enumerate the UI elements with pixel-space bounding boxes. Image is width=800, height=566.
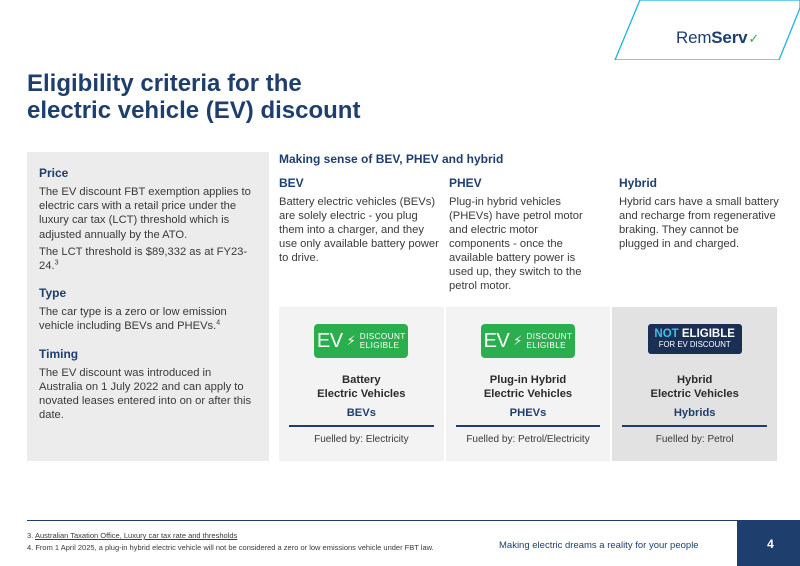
column-title: Hybrid xyxy=(619,176,658,190)
badge-not-word: NOT xyxy=(654,328,679,340)
not-eligible-badge xyxy=(648,324,742,354)
lightning-bolt-icon: ⚡ xyxy=(346,333,356,348)
card-fuel-type: Fuelled by: Petrol xyxy=(655,434,734,445)
card-name-line2: Electric Vehicles xyxy=(650,387,739,400)
column-text: Plug-in hybrid vehicles (PHEVs) have petrol motor and electric motor components - once the available battery power is used up, they switch to the petrol motor. xyxy=(449,196,583,292)
badge-line2: ELIGIBLE xyxy=(359,341,400,350)
badge-ev-text: EV xyxy=(316,329,343,352)
card-divider xyxy=(289,425,434,427)
column-bev xyxy=(279,176,439,265)
column-text: Battery electric vehicles (BEVs) are solely electric - you plug them into a charger, and they use only available battery power to drive. xyxy=(279,196,439,264)
page-number: 4 xyxy=(737,521,800,566)
badge-line2: ELIGIBLE xyxy=(526,341,567,350)
lightning-bolt-icon: ⚡ xyxy=(513,333,523,348)
type-text: The car type is a zero or low emission vehicle including BEVs and PHEVs. xyxy=(39,306,227,333)
vehicle-cards xyxy=(279,307,777,461)
card-divider xyxy=(456,425,601,427)
card-name-line1: Battery xyxy=(342,374,381,386)
badge-line1: DISCOUNT xyxy=(526,331,573,341)
badge-eligible-word: ELIGIBLE xyxy=(681,328,735,340)
card-short-name: PHEVs xyxy=(509,407,547,419)
card-phev xyxy=(446,307,611,461)
footnote-ref-3: 3 xyxy=(54,259,59,267)
footnote-3-number: 3. xyxy=(27,531,34,540)
price-text-1: The EV discount FBT exemption applies to electric cars with a retail price under the luxury car tax (LCT) threshold which is adjusted annually by the ATO. xyxy=(39,186,251,241)
type-heading: Type xyxy=(39,286,67,301)
price-text-2: The LCT threshold is $89,332 as at FY23-24. xyxy=(39,245,248,273)
card-name xyxy=(612,374,777,401)
column-title: PHEV xyxy=(449,176,482,190)
card-short-name: Hybrids xyxy=(673,407,716,419)
ev-discount-eligible-badge xyxy=(481,324,575,358)
badge-ev-text: EV xyxy=(483,329,510,352)
footnote-4: 4. From 1 April 2025, a plug-in hybrid electric vehicle will not be considered a zero or low emissions vehicle under FBT law. xyxy=(27,543,434,552)
column-text: Hybrid cars have a small battery and recharge from regenerative braking. They cannot be plugged in and charged. xyxy=(619,196,779,250)
criteria-panel xyxy=(27,152,269,461)
card-name-line1: Plug-in Hybrid xyxy=(489,374,567,386)
logo-light-text: Rem xyxy=(676,28,712,47)
badge-line1: DISCOUNT xyxy=(359,331,406,341)
logo-tick-icon: ✓ xyxy=(748,31,760,46)
type-text-wrapper xyxy=(39,305,257,333)
footnote-ref-4: 4 xyxy=(216,319,221,327)
timing-heading: Timing xyxy=(39,346,79,361)
tagline: Making electric dreams a reality for your people xyxy=(499,540,699,551)
page-title xyxy=(27,70,447,124)
card-fuel-type: Fuelled by: Electricity xyxy=(314,434,409,445)
card-divider xyxy=(622,425,767,427)
card-name xyxy=(279,374,444,401)
card-name-line2: Electric Vehicles xyxy=(317,387,406,400)
column-title: BEV xyxy=(279,176,304,190)
card-bev xyxy=(279,307,444,461)
card-name xyxy=(446,374,611,401)
card-name-line2: Electric Vehicles xyxy=(483,387,573,400)
badge-not-line2: FOR EV DISCOUNT xyxy=(658,340,731,349)
page-title-line2: electric vehicle (EV) discount xyxy=(27,97,361,124)
column-phev xyxy=(449,176,599,293)
card-fuel-type: Fuelled by: Petrol/Electricity xyxy=(466,434,590,445)
footnote-3 xyxy=(27,531,237,540)
logo-bold-text: Serv xyxy=(711,28,748,47)
card-name-line1: Hybrid xyxy=(676,374,713,386)
card-hybrid xyxy=(612,307,777,461)
footer-divider xyxy=(27,520,800,521)
card-short-name: BEVs xyxy=(346,407,376,419)
page-title-line1: Eligibility criteria for the xyxy=(27,70,302,97)
price-text-2-wrapper xyxy=(39,245,257,273)
ev-discount-eligible-badge xyxy=(314,324,408,358)
remserv-logo xyxy=(676,28,759,48)
timing-text: The EV discount was introduced in Australia on 1 July 2022 and can apply to novated leases entered into on or after this date. xyxy=(39,366,252,422)
price-heading: Price xyxy=(39,166,69,180)
column-hybrid xyxy=(619,176,779,251)
footnote-3-link[interactable]: Australian Taxation Office, Luxury car tax rate and thresholds xyxy=(34,531,238,540)
section-title: Making sense of BEV, PHEV and hybrid xyxy=(279,152,504,166)
